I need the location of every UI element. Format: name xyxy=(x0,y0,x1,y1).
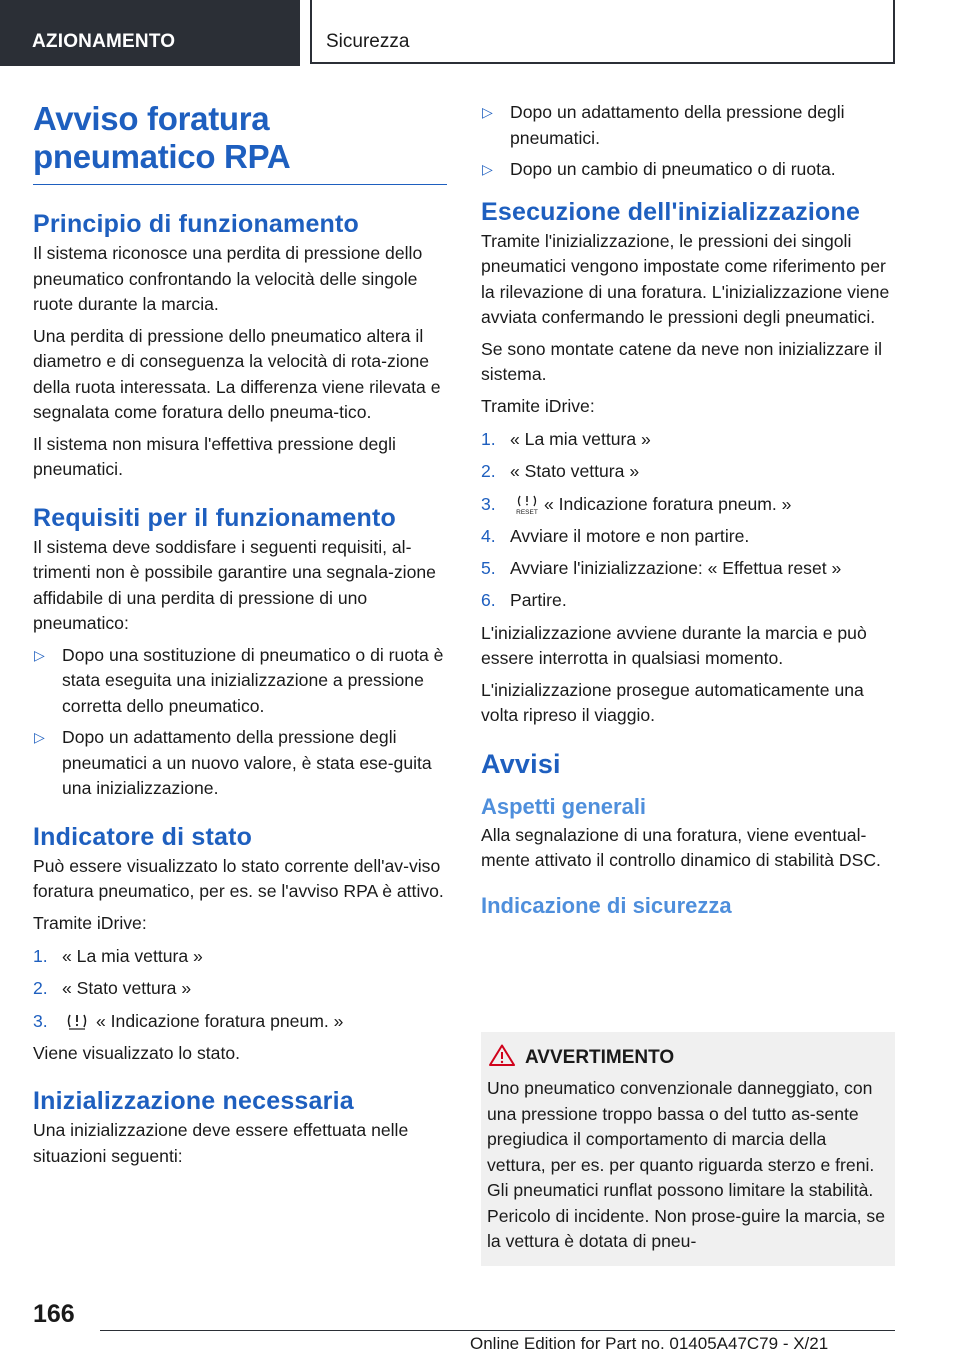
list-item: 4. Avviare il motore e non partire. xyxy=(481,525,750,546)
heading-principio: Principio di funzionamento xyxy=(33,210,360,238)
list-item: 5. Avviare l'inizializzazione: « Effettua reset » xyxy=(481,558,842,579)
left-column xyxy=(33,100,447,1175)
subheading-sicurezza: Indicazione di sicurezza xyxy=(481,892,732,918)
page-title: Avviso foratura pneumatico RPA xyxy=(33,100,447,185)
paragraph: Se sono montate catene da neve non inizializzare il sistema. xyxy=(481,338,882,384)
right-column xyxy=(481,100,895,922)
section-tab: AZIONAMENTO xyxy=(0,0,300,66)
list-item: 6. Partire. xyxy=(481,590,567,611)
list-item: 1. « La mia vettura » xyxy=(481,429,651,449)
paragraph: Viene visualizzato lo stato. xyxy=(33,1042,241,1063)
list-item: 2. « Stato vettura » xyxy=(481,461,640,482)
idrive-steps xyxy=(33,944,447,1034)
footer-rule xyxy=(100,1330,895,1331)
subheading-generali: Aspetti generali xyxy=(481,793,647,819)
list-item: 2. « Stato vettura » xyxy=(33,978,192,999)
triangle-bullet-icon: ▷ xyxy=(34,729,45,745)
heading-esecuzione: Esecuzione dell'inizializzazione xyxy=(481,197,861,226)
warning-title: AVVERTIMENTO xyxy=(487,1044,889,1072)
paragraph: Il sistema non misura l'effettiva pressione degli pneumatici. xyxy=(33,433,396,479)
heading-indicatore: Indicatore di stato xyxy=(33,822,253,851)
paragraph: Il sistema riconosce una perdita di pressione dello pneumatico confrontando la velocità delle singole ruote durante la marcia. xyxy=(33,243,423,314)
list-item: 3. « Indicazione foratura pneum. » xyxy=(33,1010,344,1031)
paragraph: Tramite iDrive: xyxy=(481,395,595,416)
footer-edition: Online Edition for Part no. 01405A47C79 - X/21 xyxy=(470,1334,829,1353)
warning-triangle-icon xyxy=(489,1044,515,1066)
paragraph: L'inizializzazione prosegue automaticamente una volta ripreso il viaggio. xyxy=(481,679,864,726)
list-item: 3. RESET « Indicazione foratura pneum. » xyxy=(481,493,792,515)
situations-list xyxy=(481,100,895,183)
paragraph: Tramite iDrive: xyxy=(33,912,147,933)
paragraph: Una perdita di pressione dello pneumatico altera il diametro e di conseguenza la velocità di rota-zione della ruota interessata. La differenza viene rilevata e segnalata come foratura dello pneuma-tico. xyxy=(33,325,441,422)
warning-text: Uno pneumatico convenzionale danneggiato, con una pressione troppo bassa o del tutto as-sente pregiudica il comportamento di marcia della vettura, per es. per quanto riguarda sterzo e freni. Gli pneumatici runflat possono limitare la stabilità. Pericolo di incidente. Non prose-guire la marcia, se la vettura è dotata di pneu- xyxy=(487,1078,886,1251)
list-item: ▷ Dopo una sostituzione di pneumatico o di ruota è stata eseguita una inizializzazione a pressione corretta dello pneumatico. xyxy=(34,644,444,716)
triangle-bullet-icon: ▷ xyxy=(482,161,493,177)
paragraph: Il sistema deve soddisfare i seguenti requisiti, al-trimenti non è possibile garantire una segnala-zione affidabile di una perdita di pressione di uno pneumatico: xyxy=(33,536,436,633)
list-item: ▷ Dopo un adattamento della pressione degli pneumatici a un nuovo valore, è stata ese-guita una inizializzazione. xyxy=(34,727,432,798)
triangle-bullet-icon: ▷ xyxy=(482,104,493,120)
paragraph: Può essere visualizzato lo stato corrente dell'av-viso foratura pneumatico, per es. se l'avviso RPA è attivo. xyxy=(33,855,444,901)
heading-requisiti: Requisiti per il funzionamento xyxy=(33,503,396,532)
reset-label: RESET xyxy=(516,508,538,515)
heading-inizializzazione: Inizializzazione necessaria xyxy=(33,1087,354,1116)
list-item: ▷ Dopo un adattamento della pressione degli pneumatici. xyxy=(482,102,845,148)
tire-pressure-warning-icon xyxy=(66,1012,88,1032)
paragraph: Tramite l'inizializzazione, le pressioni dei singoli pneumatici vengono impostate come riferimento per la rilevazione di una foratura. L'inizializzazione viene avviata confermando le pressioni degli pneumatici. xyxy=(481,230,890,327)
warning-box xyxy=(481,1032,895,1266)
page-header xyxy=(0,0,960,66)
list-item: 1. « La mia vettura » xyxy=(33,946,203,966)
heading-avvisi: Avvisi xyxy=(481,748,561,779)
page-number: 166 xyxy=(33,1300,75,1328)
paragraph: Alla segnalazione di una foratura, viene eventual-mente attivato il controllo dinamico di stabilità DSC. xyxy=(481,824,881,871)
tire-pressure-reset-icon xyxy=(514,495,536,515)
paragraph: L'inizializzazione avviene durante la marcia e può essere interrotta in qualsiasi momento. xyxy=(481,622,867,669)
list-item: ▷ Dopo un cambio di pneumatico o di ruota. xyxy=(481,157,895,183)
chapter-tab: Sicurezza xyxy=(310,0,895,64)
paragraph: Una inizializzazione deve essere effettuata nelle situazioni seguenti: xyxy=(33,1120,409,1166)
initialization-steps xyxy=(481,427,895,614)
requirements-list xyxy=(33,643,447,802)
triangle-bullet-icon: ▷ xyxy=(34,646,45,663)
